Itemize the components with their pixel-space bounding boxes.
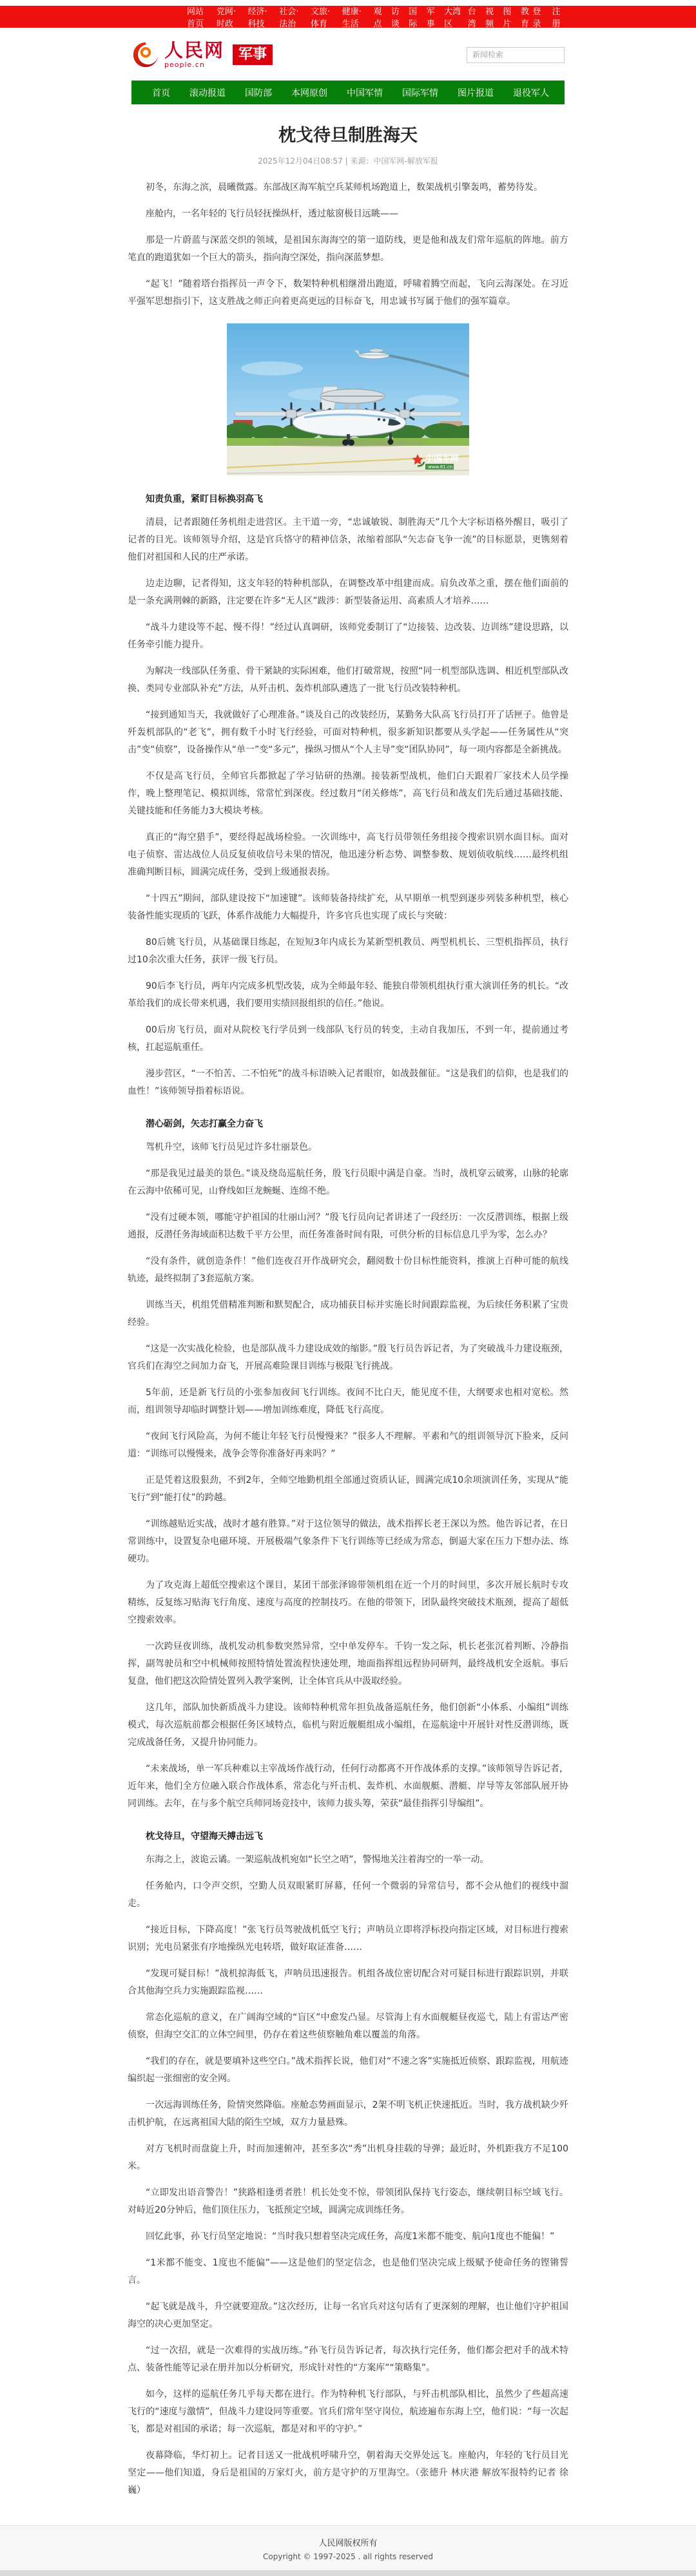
article-paragraph: 任务舱内，口令声交织，空勤人员双眼紧盯屏幕，任何一个微弱的异常信号，都不会从他们的视线中溜走。 xyxy=(128,1881,568,1909)
top-nav-link[interactable]: 网站首页 xyxy=(187,7,204,29)
section-heading: 潜心砺剑，矢志打赢全力奋飞 xyxy=(146,1119,263,1129)
article-paragraph: 00后房飞行员，面对从院校飞行学员到一线部队飞行员的转变，主动自我加压，不到一年，提前通过考核，扛起巡航重任。 xyxy=(128,1025,568,1053)
top-nav-link[interactable]: 视频 xyxy=(485,7,494,29)
article-meta: 2025年12月04日08:57 | 来源：中国军网-解放军报 xyxy=(258,157,438,166)
section-heading: 知责负重，紧盯目标换羽高飞 xyxy=(146,494,263,504)
top-nav-link[interactable]: 军事 xyxy=(426,7,435,29)
article-paragraph: 清晨，记者跟随任务机组走进营区。主干道一旁，“忠诚敏锐、制胜海天”几个大字标语格外醒目，吸引了记者的目光。该师领导介绍，这是官兵恪守的精神信条，浓缩着部队“矢志奋飞争一流”的目标愿景，更镌刻着他们对祖国和人民的庄严承诺。 xyxy=(128,517,568,562)
article-paragraph: 不仅是高飞行员，全师官兵都掀起了学习钻研的热潮。接装新型战机，他们白天跟着厂家技术人员学操作，晚上整理笔记、模拟训练，常常忙到深夜。经过数月“闭关修炼”，高飞行员和战友们先后通过基础技能、关键技能和任务能力3大模块考核。 xyxy=(128,771,568,816)
top-red-bar xyxy=(0,6,696,28)
article-paragraph: “接到通知当天，我就做好了心理准备。”谈及自己的改装经历，某勤务大队高飞行员打开了话匣子。他曾是歼轰机部队的“老飞”，拥有数千小时飞行经验，可面对特种机，很多新知识都要从头学起——任务属性从“突击”变“侦察”，设备操作从“单一”变“多元”，操纵习惯从“个人主导”变“团队协同”，每一项内容都是全新挑战。 xyxy=(128,710,568,755)
top-nav-link[interactable]: 国际 xyxy=(409,7,418,29)
subnav-link[interactable]: 首页 xyxy=(152,88,170,99)
subnav-link[interactable]: 国际军情 xyxy=(402,88,438,99)
article-paragraph: 训练当天，机组凭借精准判断和默契配合，成功捕获目标并实施长时间跟踪监视，为后续任务积累了宝贵经验。 xyxy=(128,1300,568,1328)
article-paragraph: “那是我见过最美的景色。”谈及绕岛巡航任务，殷飞行员眼中满是自豪。当时，战机穿云破雾，山脉的轮廓在云海中依稀可见，山脊线如巨龙蜿蜒、连绵不绝。 xyxy=(128,1169,568,1196)
article-paragraph: 边走边聊，记者得知，这支年轻的特种机部队，在调整改革中组建而成。肩负改革之重，摆在他们面前的是一条充满荆棘的新路，注定要在许多“无人区”跋涉：新型装备运用、高素质人才培养…… xyxy=(128,578,568,606)
subnav-link[interactable]: 图片报道 xyxy=(458,88,494,99)
channel-badge-military[interactable]: 军事 xyxy=(233,44,273,65)
article-paragraph: 夜幕降临，华灯初上。记者目送又一批战机呼啸升空，朝着海天交界处远飞。座舱内，年轻的飞行员目光坚定——他们知道，身后是祖国的万家灯火，前方是守护的万里海空。（张德升 林庆港 解放军报特约记者 徐 巍） xyxy=(128,2450,568,2495)
auth-link[interactable]: 注册 xyxy=(552,7,561,29)
article-photo xyxy=(227,323,469,475)
top-nav-link[interactable]: 台湾 xyxy=(467,7,476,29)
top-nav-link[interactable]: 观点 xyxy=(373,7,382,29)
article-paragraph: “接近目标，下降高度！”张飞行员驾驶战机低空飞行；声呐员立即将浮标投向指定区域，对目标进行搜索识别；光电员紧张有序地操纵光电转塔，做好取证准备…… xyxy=(128,1925,568,1952)
search-input[interactable] xyxy=(467,47,565,63)
top-nav-link[interactable]: 访谈 xyxy=(391,7,400,29)
article-paragraph: “我们的存在，就是要填补这些空白。”战术指挥长说，他们对“不速之客”实施抵近侦察、跟踪监视，用航迹编织起一张细密的安全网。 xyxy=(128,2056,568,2084)
article-title: 枕戈待旦制胜海天 xyxy=(278,126,418,146)
copyright-owner: 人民网版权所有 xyxy=(318,2539,378,2548)
article-intro xyxy=(128,179,568,310)
logo-texts xyxy=(164,41,224,68)
military-subnav xyxy=(131,81,565,104)
article-paragraph: “十四五”期间，部队建设按下“加速键”。该师装备持续扩充，从早期单一机型到逐步列装多种机型，核心装备性能实现质的飞跃，体系作战能力大幅提升，许多官兵也实现了成长与突破： xyxy=(128,893,568,921)
article-paragraph: 真正的“海空猎手”，要经得起战场检验。一次训练中，高飞行员带领任务组接令搜索识别水面目标。面对电子侦察、雷达战位人员反复侦收信号未果的情况，他迅速分析态势、调整参数、规划侦收航线……最终机组准确判断目标，圆满完成任务，受到上级通报表扬。 xyxy=(128,832,568,877)
article-paragraph: 驾机升空，该师飞行员见过许多壮丽景色。 xyxy=(146,1142,317,1152)
top-nav-link[interactable]: 文旅·体育 xyxy=(311,7,331,29)
article-paragraph: 为解决一线部队任务重、骨干紧缺的实际困难，他们打破常规，按照“同一机型部队选调、相近机型部队改换、类同专业部队补充”方法，从歼击机、轰炸机部队遴选了一批飞行员改装特种机。 xyxy=(128,666,568,694)
people-cn-logo[interactable] xyxy=(131,41,273,69)
section-heading: 枕戈待旦，守望海天搏击远飞 xyxy=(146,1831,263,1842)
subnav-link[interactable]: 国防部 xyxy=(245,88,272,99)
page xyxy=(0,6,696,2576)
article xyxy=(128,121,568,2499)
top-nav-link[interactable]: 党网·时政 xyxy=(216,7,236,29)
article-paragraph: 80后姚飞行员，从基础课目练起，在短短3年内成长为某新型机教员、两型机机长、三型机指挥员，执行过10余次重大任务，获评一级飞行员。 xyxy=(128,937,568,965)
article-paragraph: 漫步营区，“一不怕苦、二不怕死”的战斗标语映入记者眼帘，如战鼓催征。“这是我们的信仰，也是我们的血性！”该师领导指着标语说。 xyxy=(128,1069,568,1096)
subnav-link[interactable]: 退役军人 xyxy=(513,88,549,99)
article-paragraph: “未来战场，单一军兵种难以主宰战场作战行动，任何行动都离不开作战体系的支撑。”该师领导告诉记者，近年来，他们全方位融入联合作战体系，常态化与歼击机、轰炸机、水面舰艇、潜艇、岸导等友邻部队展开协同训练。去年，在与多个航空兵师同场竞技中，该师力拔头筹，荣获“最佳指挥引导编组”。 xyxy=(128,1764,568,1809)
article-paragraph: “1米都不能变、1度也不能偏”——这是他们的坚定信念，也是他们坚决完成上级赋予使命任务的铿锵誓言。 xyxy=(128,2258,568,2285)
page-bottom-edge xyxy=(0,2570,696,2576)
top-nav xyxy=(187,5,532,29)
article-paragraph: 为了攻克海上超低空搜索这个课目，某团干部张泽锦带领机组在近一个月的时间里，多次开展长航时专攻精练，反复练习贴海飞行角度、速度与高度的控制技巧。在他的带领下，团队最终突破技术瓶颈，提高了超低空搜索效率。 xyxy=(128,1580,568,1625)
top-nav-link[interactable]: 教育 xyxy=(520,7,529,29)
logo-cn-text: 人民网 xyxy=(164,39,225,61)
watermark-subtext: www.81.cn xyxy=(428,464,453,470)
article-paragraph: “起飞！”随着塔台指挥员一声令下，数架特种机相继滑出跑道，呼啸着腾空而起，飞向云海深处。在习近平强军思想指引下，这支胜战之师正向着更高更远的目标奋飞，用忠诚书写属于他们的强军篇章。 xyxy=(128,279,568,307)
aircraft-photo-graphic xyxy=(227,323,469,475)
site-footer xyxy=(0,2525,696,2570)
article-paragraph: “没有条件，就创造条件！”他们连夜召开作战研究会，翻阅数十份目标性能资料，推演上百种可能的航线轨迹，最终拟制了3套巡航方案。 xyxy=(128,1256,568,1284)
article-paragraph: 常态化巡航的意义，在广阔海空域的“盲区”中愈发凸显。尽管海上有水面舰艇昼夜巡弋，陆上有雷达严密侦察，但海空交汇的立体空间里，仍存在着这些侦察触角难以覆盖的角落。 xyxy=(128,2012,568,2040)
article-paragraph: “这是一次实战化检验，也是部队战斗力建设成效的缩影。”殷飞行员告诉记者，为了突破战斗力建设瓶颈，官兵们在海空之间加力奋飞，开展高难险课目训练与极限飞行挑战。 xyxy=(128,1344,568,1371)
copyright-notice: Copyright © 1997-2025 . all rights reserved xyxy=(263,2552,433,2561)
article-paragraph: 回忆此事，孙飞行员坚定地说：“当时我只想着坚决完成任务，高度1米都不能变、航向1度也不能偏！” xyxy=(146,2231,555,2242)
article-paragraph: “训练越贴近实战，战时才越有胜算。”对于这位领导的做法，战术指挥长老王深以为然。他告诉记者，在日常训练中，设置复杂电磁环境、开展极端气象条件下飞行训练等已经成为常态，倒逼大家在压力下想办法、练硬功。 xyxy=(128,1519,568,1564)
article-paragraph: 90后李飞行员，两年内完成多机型改装，成为全师最年轻、能独自带领机组执行重大演训任务的机长。“改革给我们的成长带来机遇，我们要用实绩回报组织的信任。”他说。 xyxy=(128,981,568,1009)
article-paragraph: 座舱内，一名年轻的飞行员轻抚操纵杆，透过舷窗极目远眺—— xyxy=(146,209,398,219)
article-paragraph: “没有过硬本领，哪能守护祖国的壮丽山河？”殷飞行员向记者讲述了一段经历：一次反潜训练，根据上级通报，反潜任务海域面积达数千平方公里，而任务准备时间有限，可供分析的目标信息几乎为零，怎么办？ xyxy=(128,1212,568,1240)
auth-link[interactable]: 登录 xyxy=(532,7,541,29)
article-sections xyxy=(128,492,568,2499)
subnav-link[interactable]: 中国军情 xyxy=(347,88,383,99)
subnav-link[interactable]: 本网原创 xyxy=(291,88,327,99)
article-paragraph: 这几年，部队加快新质战斗力建设。该师特种机常年担负战备巡航任务，他们创新“小体系、小编组”训练模式，每次巡航前都会根据任务区域特点，临机与附近舰艇组成小编组，在巡航途中开展针对性反潜训练，既完成战备任务，又提升协同能力。 xyxy=(128,1703,568,1748)
article-paragraph: 正是凭着这股狠劲，不到2年，全师空地勤机组全部通过资质认证，圆满完成10余项演训任务，实现从“能飞行”到“能打仗”的跨越。 xyxy=(128,1475,568,1503)
article-paragraph: “发现可疑目标！”战机掠海低飞，声呐员迅速报告。机组各战位密切配合对可疑目标进行跟踪识别，并联合其他海空兵力实施跟踪监视…… xyxy=(128,1969,568,1996)
article-paragraph: 一次远海训练任务，险情突然降临。座舱态势画面显示，2架不明飞机正快速抵近。当时，我方战机缺少歼击机护航，在远离祖国大陆的陌生空域，双方力量悬殊。 xyxy=(128,2100,568,2128)
people-swoosh-icon xyxy=(131,41,160,69)
article-paragraph: 如今，这样的巡航任务几乎每天都在进行。作为特种机飞行部队，与歼击机部队相比，虽然少了些超高速飞行的“速度与激情”，但战斗力建设同等重要。官兵们常年坚守岗位，航迹遍布东海上空，他们说：“每一次起飞，都是对祖国的承诺；每一次巡航，都是对和平的守护。” xyxy=(128,2389,568,2434)
subnav-link[interactable]: 滚动报道 xyxy=(189,88,226,99)
top-nav-link[interactable]: 社会·法治 xyxy=(279,7,299,29)
logo-en-text: people.cn xyxy=(164,61,205,69)
watermark-text: 中国军网 xyxy=(425,454,459,464)
article-paragraph: 对方飞机时而盘旋上升，时而加速俯冲，甚至多次“秀”出机身挂载的导弹；最近时，外机距我方不足100米。 xyxy=(128,2144,568,2171)
article-paragraph: 东海之上，波诡云谲。一架巡航战机宛如“长空之哨”，警惕地关注着海空的一举一动。 xyxy=(146,1855,489,1865)
auth-links xyxy=(532,5,564,29)
article-paragraph: “过一次招，就是一次难得的实战历练。”孙飞行员告诉记者，每次执行完任务，他们都会把对手的战术特点、装备性能等记录在册并加以分析研究，形成针对性的“方案库”“策略集”。 xyxy=(128,2345,568,2373)
article-paragraph: 一次跨昼夜训练，战机发动机参数突然异常，空中单发停车。千钧一发之际，机长老张沉着判断、冷静指挥，副驾驶员和空中机械师按照特情处置流程快速处理，地面指挥组远程协同研判，最终战机安全返航。事后复盘，他们把这次险情处置列入教学案例，让全体官兵从中汲取经验。 xyxy=(128,1641,568,1686)
top-nav-link[interactable]: 大湾区 xyxy=(444,7,461,29)
site-header xyxy=(131,38,565,72)
article-paragraph: “起飞就是战斗，升空就要迎敌。”这次经历，让每一名官兵对这句话有了更深刻的理解，也让他们守护祖国海空的决心更加坚定。 xyxy=(128,2302,568,2329)
article-paragraph: “立即发出语音警告！”狭路相逢勇者胜！机长处变不惊，带领团队保持飞行姿态，继续朝目标空域飞行。对峙近20分钟后，他们顶住压力，飞抵预定空域，圆满完成训练任务。 xyxy=(128,2188,568,2215)
top-nav-link[interactable]: 健康·生活 xyxy=(342,7,362,29)
article-paragraph: “夜间飞行风险高，为何不能让年轻飞行员慢慢来？”很多人不理解。平素和气的组训领导沉下脸来，反问道：“训练可以慢慢来，战争会等你准备好再来吗？” xyxy=(128,1431,568,1459)
article-paragraph: 初冬，东海之滨，晨曦微露。东部战区海军航空兵某师机场跑道上，数架战机引擎轰鸣，蓄势待发。 xyxy=(146,182,543,193)
article-paragraph: 5年前，还是新飞行员的小张参加夜间飞行训练。夜间不比白天，能见度不佳，大纲要求也相对宽松。然而，组训领导却临时调整计划——增加训练难度，降低飞行高度。 xyxy=(128,1388,568,1415)
article-paragraph: 那是一片蔚蓝与深蓝交织的领域，是祖国东海海空的第一道防线，更是他和战友们常年巡航的阵地。前方笔直的跑道犹如一个巨大的箭头，指向海空深处，指向深蓝梦想。 xyxy=(128,235,568,263)
top-nav-link[interactable]: 图片 xyxy=(503,7,512,29)
article-paragraph: “战斗力建设等不起、慢不得！”经过认真调研，该师党委制订了“边接装、边改装、边训练”建设思路，以任务牵引能力提升。 xyxy=(128,622,568,650)
top-nav-link[interactable]: 经济·科技 xyxy=(247,7,267,29)
